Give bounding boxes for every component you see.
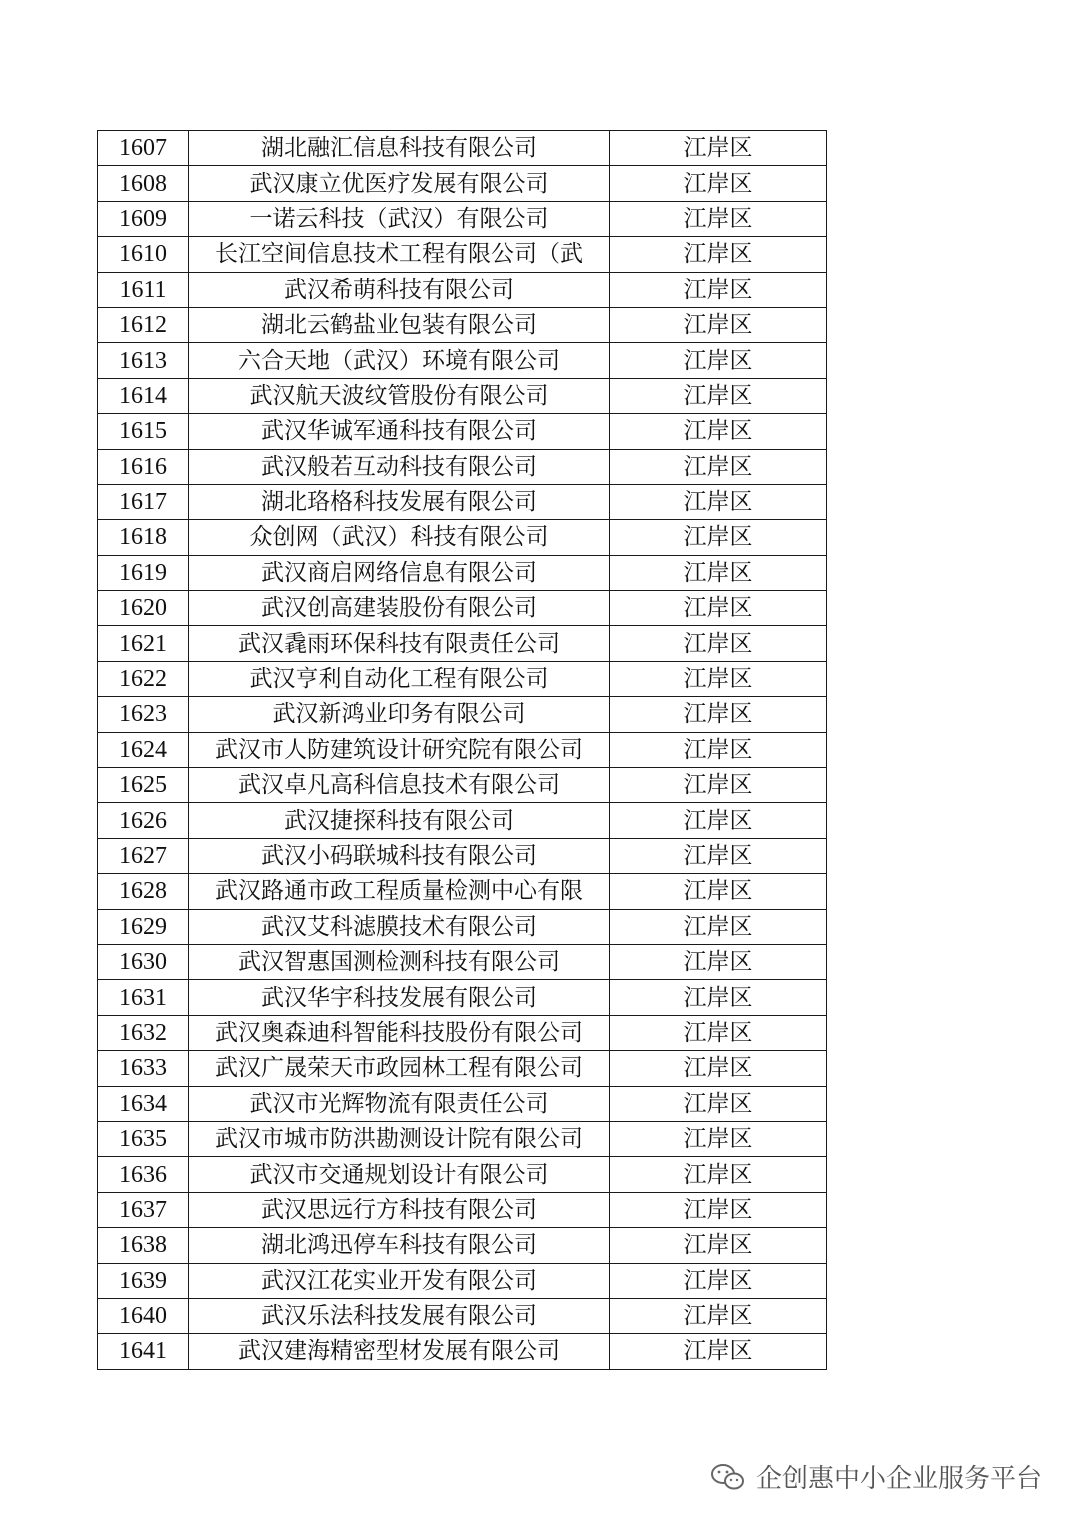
row-number-cell: 1638 <box>98 1228 189 1263</box>
district-cell: 江岸区 <box>610 909 827 944</box>
district-cell: 江岸区 <box>610 661 827 696</box>
table-row <box>98 626 827 661</box>
table-row <box>98 166 827 201</box>
company-name-cell: 武汉新鸿业印务有限公司 <box>189 697 610 732</box>
row-number-cell: 1607 <box>98 131 189 166</box>
company-list-table <box>97 130 827 1370</box>
company-name-cell: 武汉江花实业开发有限公司 <box>189 1263 610 1298</box>
row-number-cell: 1621 <box>98 626 189 661</box>
row-number-cell: 1633 <box>98 1051 189 1086</box>
company-name-cell: 武汉奥森迪科智能科技股份有限公司 <box>189 1015 610 1050</box>
table-row <box>98 449 827 484</box>
company-name-cell: 武汉乐法科技发展有限公司 <box>189 1298 610 1333</box>
company-name-cell: 武汉毳雨环保科技有限责任公司 <box>189 626 610 661</box>
district-cell: 江岸区 <box>610 484 827 519</box>
table-row <box>98 1086 827 1121</box>
table-row <box>98 484 827 519</box>
district-cell: 江岸区 <box>610 272 827 307</box>
wechat-icon <box>710 1462 746 1492</box>
table-row <box>98 909 827 944</box>
watermark-text: 企创惠中小企业服务平台 <box>755 1464 1042 1494</box>
company-name-cell: 武汉市人防建筑设计研究院有限公司 <box>189 732 610 767</box>
company-name-cell: 长江空间信息技术工程有限公司（武 <box>189 237 610 272</box>
table-row <box>98 732 827 767</box>
row-number-cell: 1623 <box>98 697 189 732</box>
row-number-cell: 1635 <box>98 1121 189 1156</box>
table-row <box>98 838 827 873</box>
district-cell: 江岸区 <box>610 520 827 555</box>
row-number-cell: 1611 <box>98 272 189 307</box>
company-name-cell: 众创网（武汉）科技有限公司 <box>189 520 610 555</box>
row-number-cell: 1616 <box>98 449 189 484</box>
district-cell: 江岸区 <box>610 131 827 166</box>
district-cell: 江岸区 <box>610 201 827 236</box>
row-number-cell: 1609 <box>98 201 189 236</box>
district-cell: 江岸区 <box>610 343 827 378</box>
table-row <box>98 414 827 449</box>
district-cell: 江岸区 <box>610 1263 827 1298</box>
company-name-cell: 武汉广晟荣天市政园林工程有限公司 <box>189 1051 610 1086</box>
company-name-cell: 武汉般若互动科技有限公司 <box>189 449 610 484</box>
district-cell: 江岸区 <box>610 555 827 590</box>
company-name-cell: 武汉华宇科技发展有限公司 <box>189 980 610 1015</box>
table-row <box>98 378 827 413</box>
row-number-cell: 1608 <box>98 166 189 201</box>
row-number-cell: 1641 <box>98 1334 189 1369</box>
row-number-cell: 1632 <box>98 1015 189 1050</box>
row-number-cell: 1625 <box>98 768 189 803</box>
row-number-cell: 1637 <box>98 1192 189 1227</box>
district-cell: 江岸区 <box>610 591 827 626</box>
district-cell: 江岸区 <box>610 732 827 767</box>
table-row <box>98 697 827 732</box>
district-cell: 江岸区 <box>610 838 827 873</box>
table-row <box>98 1228 827 1263</box>
district-cell: 江岸区 <box>610 1051 827 1086</box>
table-row <box>98 272 827 307</box>
company-name-cell: 一诺云科技（武汉）有限公司 <box>189 201 610 236</box>
company-name-cell: 武汉康立优医疗发展有限公司 <box>189 166 610 201</box>
district-cell: 江岸区 <box>610 1192 827 1227</box>
table-row <box>98 555 827 590</box>
row-number-cell: 1631 <box>98 980 189 1015</box>
row-number-cell: 1615 <box>98 414 189 449</box>
company-name-cell: 武汉智惠国测检测科技有限公司 <box>189 944 610 979</box>
row-number-cell: 1617 <box>98 484 189 519</box>
table-row <box>98 803 827 838</box>
row-number-cell: 1612 <box>98 307 189 342</box>
table-row <box>98 1334 827 1369</box>
district-cell: 江岸区 <box>610 166 827 201</box>
row-number-cell: 1613 <box>98 343 189 378</box>
table-row <box>98 343 827 378</box>
district-cell: 江岸区 <box>610 1298 827 1333</box>
table-row <box>98 307 827 342</box>
row-number-cell: 1620 <box>98 591 189 626</box>
company-name-cell: 武汉航天波纹管股份有限公司 <box>189 378 610 413</box>
row-number-cell: 1639 <box>98 1263 189 1298</box>
district-cell: 江岸区 <box>610 874 827 909</box>
district-cell: 江岸区 <box>610 414 827 449</box>
table-row <box>98 131 827 166</box>
district-cell: 江岸区 <box>610 697 827 732</box>
table-row <box>98 1121 827 1156</box>
company-name-cell: 武汉卓凡高科信息技术有限公司 <box>189 768 610 803</box>
table-row <box>98 768 827 803</box>
company-name-cell: 六合天地（武汉）环境有限公司 <box>189 343 610 378</box>
district-cell: 江岸区 <box>610 768 827 803</box>
company-name-cell: 武汉市城市防洪勘测设计院有限公司 <box>189 1121 610 1156</box>
table-row <box>98 520 827 555</box>
table-body <box>98 131 827 1370</box>
company-name-cell: 湖北鸿迅停车科技有限公司 <box>189 1228 610 1263</box>
row-number-cell: 1636 <box>98 1157 189 1192</box>
table-row <box>98 1298 827 1333</box>
watermark <box>710 1458 1042 1495</box>
district-cell: 江岸区 <box>610 1228 827 1263</box>
row-number-cell: 1640 <box>98 1298 189 1333</box>
company-name-cell: 武汉华诚军通科技有限公司 <box>189 414 610 449</box>
company-name-cell: 武汉市交通规划设计有限公司 <box>189 1157 610 1192</box>
table-row <box>98 1015 827 1050</box>
district-cell: 江岸区 <box>610 1086 827 1121</box>
company-name-cell: 武汉艾科滤膜技术有限公司 <box>189 909 610 944</box>
company-name-cell: 武汉建海精密型材发展有限公司 <box>189 1334 610 1369</box>
company-name-cell: 武汉希萌科技有限公司 <box>189 272 610 307</box>
district-cell: 江岸区 <box>610 980 827 1015</box>
row-number-cell: 1618 <box>98 520 189 555</box>
district-cell: 江岸区 <box>610 1334 827 1369</box>
row-number-cell: 1622 <box>98 661 189 696</box>
row-number-cell: 1626 <box>98 803 189 838</box>
row-number-cell: 1619 <box>98 555 189 590</box>
district-cell: 江岸区 <box>610 307 827 342</box>
row-number-cell: 1630 <box>98 944 189 979</box>
table-row <box>98 661 827 696</box>
district-cell: 江岸区 <box>610 1121 827 1156</box>
row-number-cell: 1627 <box>98 838 189 873</box>
table-row <box>98 591 827 626</box>
row-number-cell: 1614 <box>98 378 189 413</box>
district-cell: 江岸区 <box>610 1015 827 1050</box>
table-row <box>98 944 827 979</box>
row-number-cell: 1634 <box>98 1086 189 1121</box>
table-row <box>98 237 827 272</box>
company-name-cell: 武汉亨利自动化工程有限公司 <box>189 661 610 696</box>
table-row <box>98 980 827 1015</box>
company-name-cell: 湖北融汇信息科技有限公司 <box>189 131 610 166</box>
table-row <box>98 1051 827 1086</box>
company-name-cell: 武汉思远行方科技有限公司 <box>189 1192 610 1227</box>
company-name-cell: 武汉小码联城科技有限公司 <box>189 838 610 873</box>
company-name-cell: 武汉捷探科技有限公司 <box>189 803 610 838</box>
district-cell: 江岸区 <box>610 378 827 413</box>
company-name-cell: 武汉路通市政工程质量检测中心有限 <box>189 874 610 909</box>
company-name-cell: 武汉创高建装股份有限公司 <box>189 591 610 626</box>
table-row <box>98 1192 827 1227</box>
district-cell: 江岸区 <box>610 1157 827 1192</box>
district-cell: 江岸区 <box>610 449 827 484</box>
table-row <box>98 1263 827 1298</box>
district-cell: 江岸区 <box>610 626 827 661</box>
company-name-cell: 武汉商启网络信息有限公司 <box>189 555 610 590</box>
district-cell: 江岸区 <box>610 803 827 838</box>
row-number-cell: 1610 <box>98 237 189 272</box>
district-cell: 江岸区 <box>610 944 827 979</box>
table-row <box>98 201 827 236</box>
company-name-cell: 武汉市光辉物流有限责任公司 <box>189 1086 610 1121</box>
row-number-cell: 1624 <box>98 732 189 767</box>
row-number-cell: 1629 <box>98 909 189 944</box>
district-cell: 江岸区 <box>610 237 827 272</box>
row-number-cell: 1628 <box>98 874 189 909</box>
table-row <box>98 1157 827 1192</box>
company-name-cell: 湖北云鹤盐业包装有限公司 <box>189 307 610 342</box>
table-row <box>98 874 827 909</box>
company-name-cell: 湖北珞格科技发展有限公司 <box>189 484 610 519</box>
